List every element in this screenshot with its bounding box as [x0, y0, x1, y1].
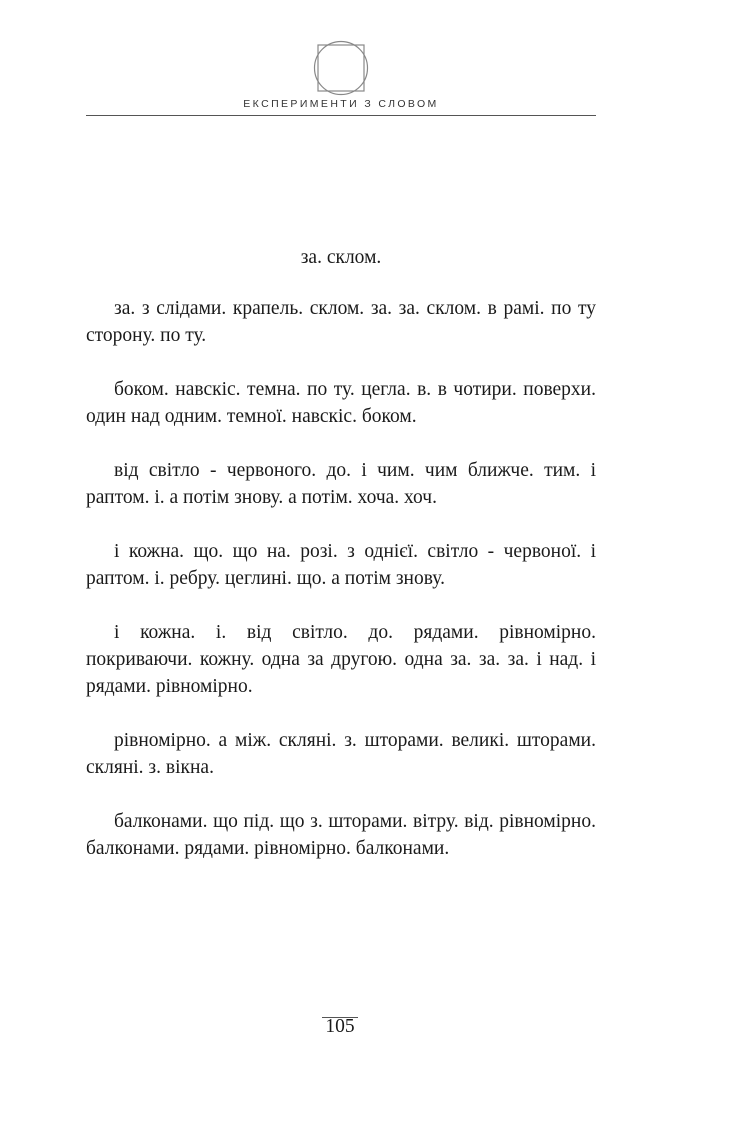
- stanza: балконами. що під. що з. шторами. вітру. від. рівномірно. балконами. рядами. рівномірно. балконами.: [86, 811, 596, 859]
- stanza: і кожна. і. від світло. до. рядами. рівномірно. покриваючи. кожну. одна за другою. одна за. за. за. і над. і рядами. рівномірно.: [86, 622, 596, 697]
- stanza: боком. навскіс. темна. по ту. цегла. в. в чотири. поверхи. один над одним. темної. навскіс. боком.: [86, 379, 596, 427]
- stanza: і кожна. що. що на. розі. з однієї. світло - червоної. і раптом. і. ребру. цеглині. що. а потім знову.: [86, 541, 596, 589]
- running-head: ЕКСПЕРИМЕНТИ З СЛОВОМ: [243, 98, 439, 110]
- page-number: 105: [325, 1016, 355, 1037]
- stanza: рівномірно. а між. скляні. з. шторами. великі. шторами. скляні. з. вікна.: [86, 730, 596, 778]
- stanza: за. з слідами. крапель. склом. за. за. склом. в рамі. по ту сторону. по ту.: [86, 298, 596, 346]
- poem-body: [86, 244, 596, 889]
- poem-title: за. склом.: [300, 247, 382, 268]
- circle-square-emblem: [313, 40, 369, 96]
- header-rule: [86, 115, 596, 116]
- stanza: від світло - червоного. до. і чим. чим ближче. тим. і раптом. і. а потім знову. а потім. хоча. хоч.: [86, 460, 596, 508]
